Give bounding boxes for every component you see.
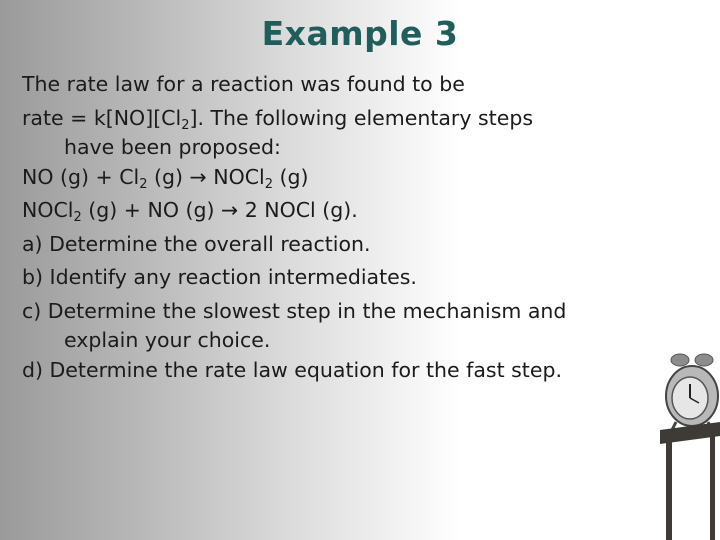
step1-part-1: NO (g) + Cl	[22, 164, 140, 189]
clock-bell-right	[695, 354, 713, 366]
subscript: 2	[73, 210, 82, 225]
question-b: b) Identify any reaction intermediates.	[22, 265, 417, 289]
step2-part-2: (g) + NO (g) → 2 NOCl (g).	[81, 198, 358, 222]
intro-line-3: have been proposed:	[64, 135, 281, 159]
question-d: d) Determine the rate law equation for the fast step.	[22, 357, 562, 382]
intro-line-1: The rate law for a reaction was found to be	[22, 72, 465, 96]
table-leg-left	[666, 442, 672, 540]
step2-part-1: NOCl	[22, 198, 74, 222]
question-c-line-2: explain your choice.	[64, 328, 271, 352]
elementary-step-2	[22, 194, 702, 228]
question-c-line-1: c) Determine the slowest step in the mechanism and	[22, 298, 567, 323]
subscript: 2	[181, 117, 190, 133]
rate-law-part-2: ]. The following elementary steps	[189, 105, 534, 130]
intro-line-2	[22, 102, 702, 136]
alarm-clock-table-icon	[660, 350, 720, 540]
elementary-step-1	[22, 161, 702, 195]
slide-title: Example 3	[261, 14, 459, 53]
rate-law-part-1: rate = k[NO][Cl	[22, 105, 182, 130]
subscript: 2	[139, 176, 148, 192]
step1-part-3: (g)	[273, 164, 309, 189]
step1-part-2: (g) → NOCl	[147, 164, 265, 189]
slide-body	[22, 68, 702, 387]
table-leg-right	[710, 436, 715, 540]
subscript: 2	[264, 176, 273, 192]
clock-bell-left	[671, 354, 689, 366]
question-a: a) Determine the overall reaction.	[22, 231, 371, 256]
